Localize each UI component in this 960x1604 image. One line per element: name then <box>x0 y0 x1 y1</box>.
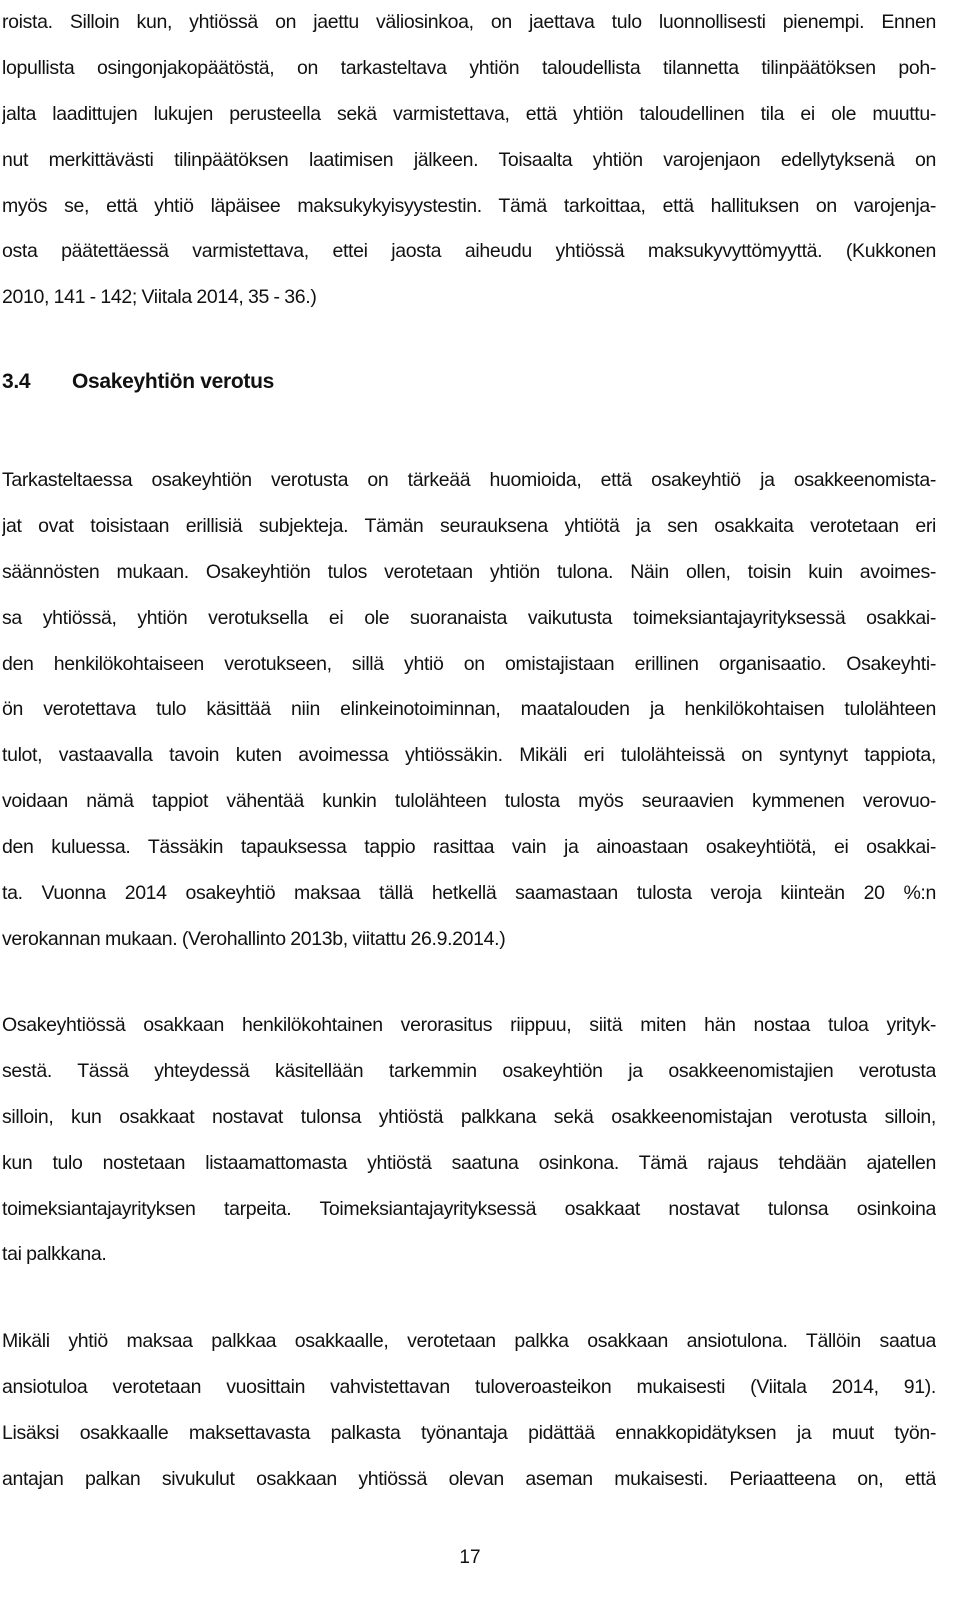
paragraph-line: Lisäksi osakkaalle maksettavasta palkasta työnantaja pidättää ennakkopidätyksen ja muut työn- <box>2 1421 936 1444</box>
paragraph-line: Osakeyhtiössä osakkaan henkilökohtainen verorasitus riippuu, siitä miten hän nostaa tuloa yrityk- <box>2 1014 936 1036</box>
paragraph-line: kun tulo nostetaan listaamattomasta yhtiöstä saatuna osinkona. Tämä rajaus tehdään ajatellen <box>2 1151 936 1174</box>
paragraph-line: osta päätettäessä varmistettava, ettei jaosta aiheudu yhtiössä maksukyvyttömyyttä. (Kukkonen <box>2 240 936 263</box>
paragraph-line: tai palkkana. <box>2 1243 107 1266</box>
paragraph-line: toimeksiantajayrityksen tarpeita. Toimeksiantajayrityksessä osakkaat nostavat tulonsa osinkoina <box>2 1197 936 1220</box>
paragraph-line: silloin, kun osakkaat nostavat tulonsa yhtiöstä palkkana sekä osakkeenomistajan verotusta silloin, <box>2 1105 936 1128</box>
paragraph-line: tulot, vastaavalla tavoin kuten avoimessa yhtiössäkin. Mikäli eri tulolähteissä on syntynyt tappiota, <box>2 744 936 767</box>
paragraph-line: antajan palkan sivukulut osakkaan yhtiössä olevan aseman mukaisesti. Periaatteena on, että <box>2 1467 936 1490</box>
paragraph-line: verokannan mukaan. (Verohallinto 2013b, viitattu 26.9.2014.) <box>2 927 506 950</box>
section-title: Osakeyhtiön verotus <box>72 370 275 393</box>
top-paragraph <box>2 0 936 321</box>
paragraph-line: roista. Silloin kun, yhtiössä on jaettu väliosinkoa, on jaettava tulo luonnollisesti pienempi. Ennen <box>2 11 936 33</box>
paragraph-taxation <box>2 458 936 963</box>
paragraph-line: nut merkittävästi tilinpäätöksen laatimisen jälkeen. Toisaalta yhtiön varojenjaon edellytyksenä on <box>2 148 936 171</box>
paragraph-line: sa yhtiössä, yhtiön verotuksella ei ole suoranaista vaikutusta toimeksiantajayrityksessä osakkai- <box>2 606 936 629</box>
paragraph-line: ta. Vuonna 2014 osakeyhtiö maksaa tällä hetkellä saamastaan tulosta veroja kiinteän 20 %:n <box>2 882 936 905</box>
paragraph-line: den henkilökohtaiseen verotukseen, sillä yhtiö on omistajistaan erillinen organisaatio. Osakeyhti- <box>2 652 936 675</box>
paragraph-line: lopullista osingonjakopäätöstä, on tarkasteltava yhtiön taloudellista tilannetta tilinpäätöksen poh- <box>2 56 936 79</box>
paragraph-line: den kuluessa. Tässäkin tapauksessa tappio rasittaa vain ja ainoastaan osakeyhtiötä, ei osakkai- <box>2 836 936 859</box>
paragraph-line: myös se, että yhtiö läpäisee maksukykyisyystestin. Tämä tarkoittaa, että hallituksen on varojenja- <box>2 194 936 217</box>
paragraph-line: Mikäli yhtiö maksaa palkkaa osakkaalle, verotetaan palkka osakkaan ansiotulona. Tällöin saatua <box>2 1330 936 1352</box>
paragraph-line: 2010, 141 - 142; Viitala 2014, 35 - 36.) <box>2 286 317 309</box>
section-heading <box>2 360 274 404</box>
paragraph-salary <box>2 1319 936 1503</box>
paragraph-line: ansiotuloa verotetaan vuosittain vahvistettavan tuloveroasteikon mukaisesti (Viitala 2014, 91). <box>2 1375 936 1398</box>
paragraph-line: ön verotettava tulo käsittää niin elinkeinotoiminnan, maatalouden ja henkilökohtaisen tulolähteen <box>2 698 936 721</box>
paragraph-line: sestä. Tässä yhteydessä käsitellään tarkemmin osakeyhtiön ja osakkeenomistajien verotusta <box>2 1059 936 1082</box>
page-number: 17 <box>459 1547 481 1568</box>
section-number: 3.4 <box>2 370 31 393</box>
paragraph-line: jat ovat toisistaan erillisiä subjekteja. Tämän seurauksena yhtiötä ja sen osakkaita verotetaan eri <box>2 514 936 537</box>
paragraph-line: säännösten mukaan. Osakeyhtiön tulos verotetaan yhtiön tulona. Näin ollen, toisin kuin avoimes- <box>2 560 936 583</box>
paragraph-line: jalta laadittujen lukujen perusteella sekä varmistettava, että yhtiön taloudellinen tila ei ole muuttu- <box>2 102 936 125</box>
paragraph-line: Tarkasteltaessa osakeyhtiön verotusta on tärkeää huomioida, että osakeyhtiö ja osakkeenomista- <box>2 469 936 491</box>
paragraph-line: voidaan nämä tappiot vähentää kunkin tulolähteen tulosta myös seuraavien kymmenen verovuo- <box>2 790 936 813</box>
paragraph-owner-income <box>2 1003 936 1278</box>
